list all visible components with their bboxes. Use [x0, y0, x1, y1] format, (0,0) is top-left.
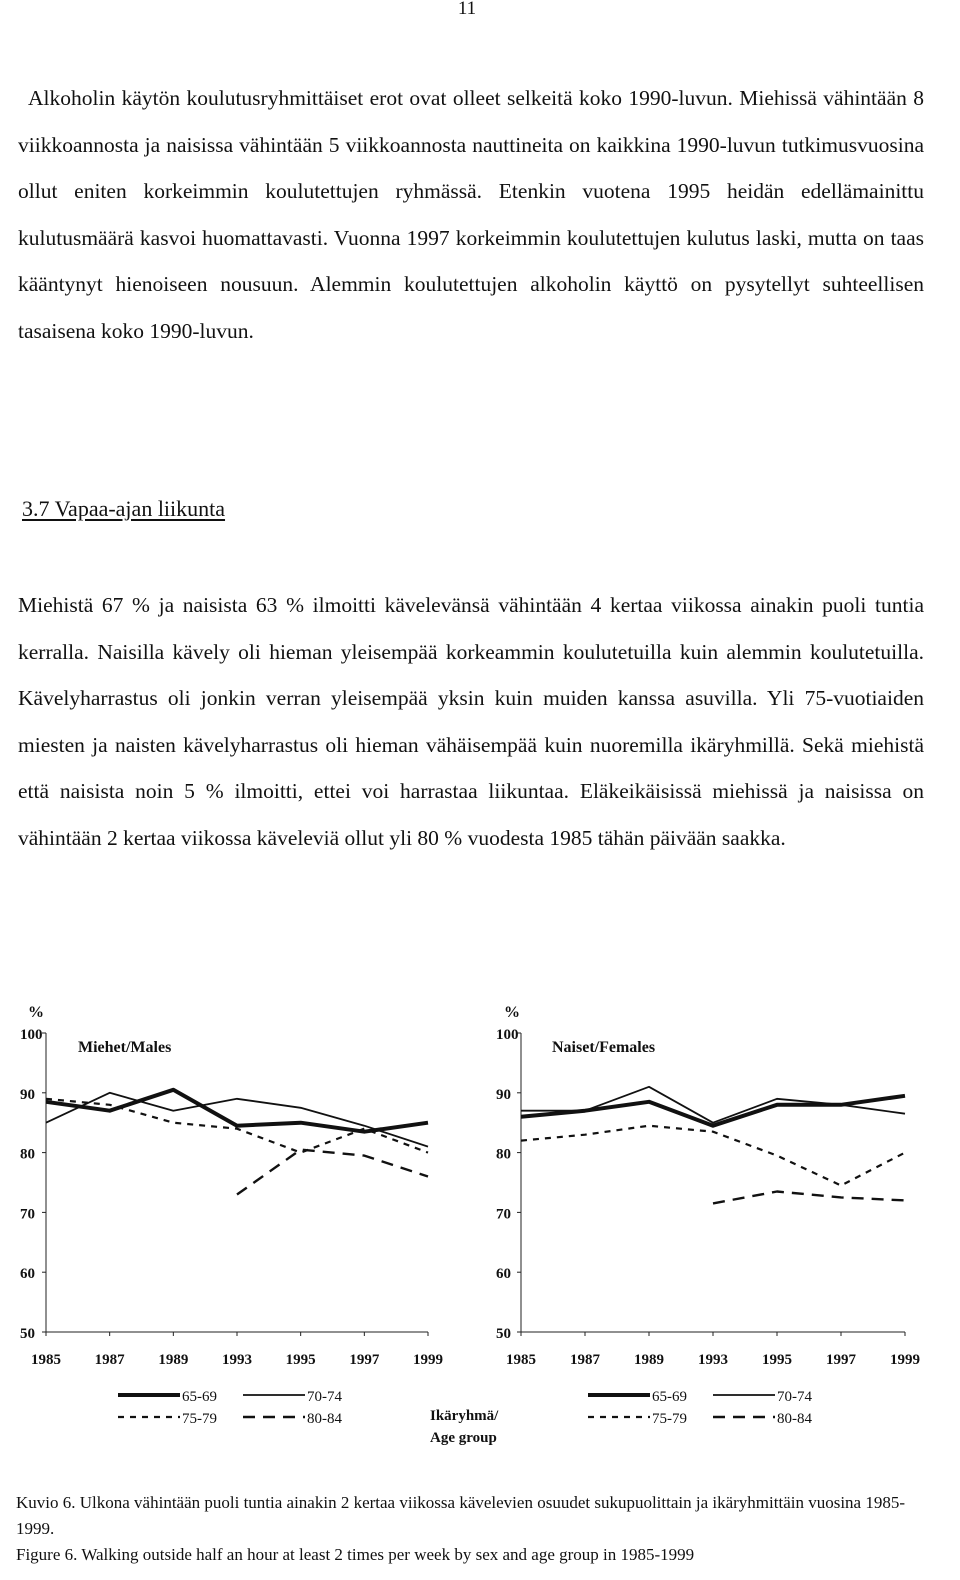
legend-2-label-80-84: 80-84	[777, 1411, 812, 1427]
paragraph-physical-activity: Miehistä 67 % ja naisista 63 % ilmoitti kävelevänsä vähintään 4 kertaa viikossa ainakin puoli tuntia kerralla. Naisilla kävely oli hieman yleisempää korkeammin koulutetuilla kuin alemmin koulutetuilla. Kävelyharrastus oli jonkin verran yleisempää yksin kuin muiden kanssa asuvilla. Yli 75-vuotiaiden miesten ja naisten kävelyharrastus oli hieman vähäisempää kuin nuoremilla ikäryhmillä. Sekä miehistä että naisista noin 5 % ilmoitti, ettei voi harrastaa liikuntaa. Eläkeikäisissä miehissä ja naisissa on vähintään 2 kertaa viikossa käveleviä ollut yli 80 % vuodesta 1985 tähän päivään saakka.	[18, 593, 924, 850]
panel-1-y-tick-label: 90	[20, 1086, 35, 1103]
caption-english: Figure 6. Walking outside half an hour at least 2 times per week by sex and age group in 1985-1999	[16, 1545, 695, 1564]
panel-2-x-tick-label: 1985	[506, 1352, 536, 1368]
panel-1-x-tick-label: 1985	[31, 1352, 61, 1368]
panel-2-title: Naiset/Females	[552, 1039, 656, 1056]
legend-title-line1: Ikäryhmä/	[430, 1408, 499, 1424]
legend-1-label-75-79: 75-79	[182, 1411, 217, 1427]
panel-2-y-tick-label: 80	[496, 1146, 511, 1163]
section-heading: 3.7 Vapaa-ajan liikunta	[22, 496, 226, 521]
panel-1-x-tick-label: 1987	[94, 1352, 125, 1368]
legend-title-line2: Age group	[430, 1430, 497, 1446]
panel-1-y-tick-label: 100	[20, 1027, 43, 1043]
paragraph-alcohol: Alkoholin käytön koulutusryhmittäiset erot ovat olleet selkeitä koko 1990-luvun. Miehissä vähintään 8 viikkoannosta ja naisissa vähintään 5 viikkoannosta nauttineita on kaikkina 1990-luvun tutkimusvuosina ollut eniten korkeimmin koulutettujen ryhmässä. Etenkin vuotena 1995 heidän edellämainittu kulutusmäärä kasvoi huomattavasti. Vuonna 1997 korkeimmin koulutettujen kulutus laski, mutta on taas kääntynyt hienoiseen nousuun. Alemmin koulutettujen alkoholin käyttö on pysytellyt suhteellisen tasaisena koko 1990-luvun.	[18, 86, 924, 343]
caption-finnish: Kuvio 6. Ulkona vähintään puoli tuntia ainakin 2 kertaa viikossa kävelevien osuudet sukupuolittain ja ikäryhmittäin vuosina 1985-1999.	[16, 1493, 906, 1538]
panel-2-series-80-84	[713, 1192, 905, 1204]
panel-1-series-70-74	[46, 1093, 428, 1147]
panel-2-y-tick-label: 60	[496, 1266, 511, 1283]
page-number: 11	[457, 0, 477, 19]
panel-1-y-tick-label: 80	[20, 1146, 35, 1163]
panel-1-x-tick-label: 1993	[222, 1352, 252, 1368]
panel-1-y-tick-label: 60	[20, 1266, 35, 1283]
panel-1-title: Miehet/Males	[78, 1039, 172, 1056]
panel-2-y-axis-label: %	[504, 1004, 520, 1021]
panel-2-y-tick-label: 100	[496, 1027, 519, 1043]
legend-2-label-70-74: 70-74	[777, 1389, 812, 1405]
panel-2-x-tick-label: 1999	[890, 1352, 920, 1368]
legend-1-label-80-84: 80-84	[307, 1411, 342, 1427]
panel-2-x-tick-label: 1997	[826, 1352, 856, 1368]
legend-1-label-65-69: 65-69	[182, 1389, 217, 1405]
figure-walking-chart	[0, 990, 960, 1460]
panel-2-x-tick-label: 1989	[634, 1352, 664, 1368]
legend-2-label-65-69: 65-69	[652, 1389, 687, 1405]
chart-canvas	[0, 990, 960, 1460]
panel-2-series-75-79	[521, 1126, 905, 1186]
panel-1-x-tick-label: 1999	[413, 1352, 443, 1368]
panel-2-y-tick-label: 90	[496, 1086, 511, 1103]
panel-2-y-tick-label: 50	[496, 1326, 511, 1342]
panel-1-x-tick-label: 1997	[349, 1352, 380, 1368]
panel-2-x-tick-label: 1993	[698, 1352, 728, 1368]
panel-2-x-tick-label: 1987	[570, 1352, 600, 1368]
legend-2-label-75-79: 75-79	[652, 1411, 687, 1427]
panel-1-y-tick-label: 70	[20, 1206, 35, 1223]
panel-1-y-tick-label: 50	[20, 1326, 35, 1342]
panel-1-x-tick-label: 1989	[158, 1352, 189, 1368]
panel-1-series-80-84	[237, 1150, 428, 1195]
panel-2-y-tick-label: 70	[496, 1206, 511, 1223]
legend-1-label-70-74: 70-74	[307, 1389, 342, 1405]
panel-1-x-tick-label: 1995	[285, 1352, 316, 1368]
panel-2-x-tick-label: 1995	[762, 1352, 792, 1368]
panel-1-y-axis-label: %	[28, 1004, 44, 1021]
